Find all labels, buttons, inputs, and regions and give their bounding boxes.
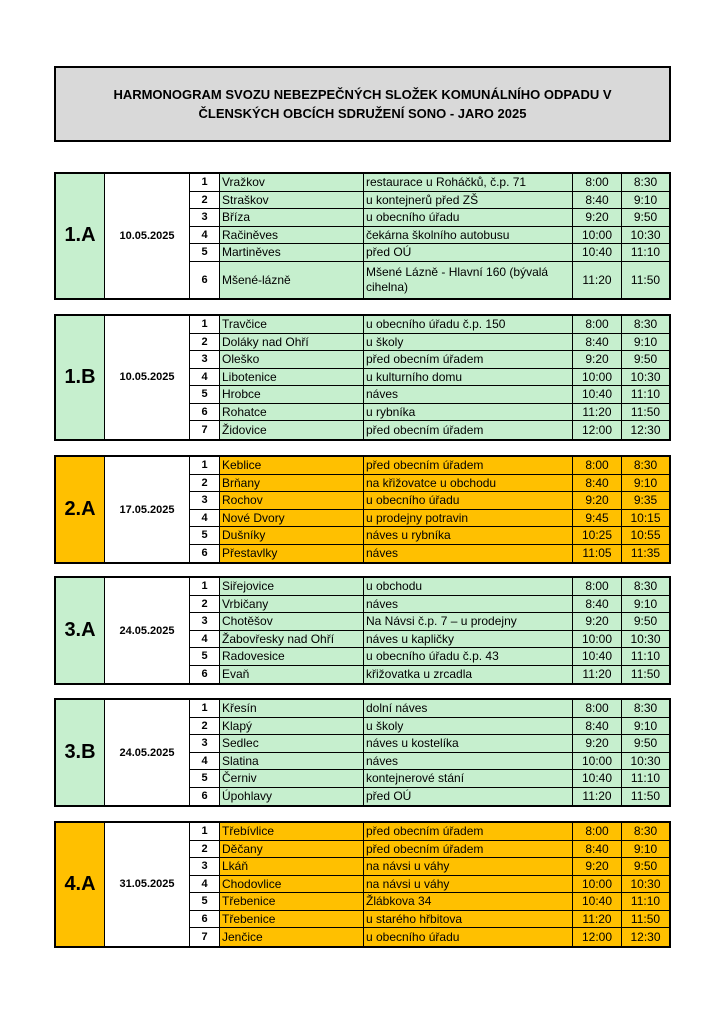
stop-town: Lkáň [220, 858, 364, 875]
stop-town: Děčany [220, 841, 364, 858]
stop-time-from: 11:05 [573, 545, 622, 563]
stop-time-to: 11:35 [622, 545, 669, 563]
stop-row [190, 492, 669, 510]
stop-number: 3 [190, 858, 220, 875]
stop-time-to: 11:10 [622, 386, 669, 403]
stop-row [190, 753, 669, 771]
stop-place: na návsi u váhy [364, 858, 573, 875]
stop-place: u obecního úřadu [364, 492, 573, 509]
stop-number: 2 [190, 718, 220, 735]
stop-number: 5 [190, 648, 220, 665]
route-group [54, 698, 671, 807]
stop-time-to: 10:30 [622, 369, 669, 386]
stop-number: 3 [190, 735, 220, 752]
stop-time-to: 8:30 [622, 316, 669, 333]
stop-number: 2 [190, 841, 220, 858]
stop-time-to: 9:10 [622, 334, 669, 351]
stop-time-from: 11:20 [573, 788, 622, 806]
stop-time-from: 8:40 [573, 192, 622, 209]
stop-list [190, 174, 669, 298]
stop-town: Chodovlice [220, 876, 364, 893]
stop-time-to: 11:10 [622, 770, 669, 787]
stop-place: náves [364, 545, 573, 563]
stop-row [190, 735, 669, 753]
stop-number: 6 [190, 666, 220, 684]
stop-time-from: 10:40 [573, 770, 622, 787]
stop-time-from: 10:40 [573, 893, 622, 910]
stop-town: Brňany [220, 475, 364, 492]
stop-town: Nové Dvory [220, 510, 364, 527]
stop-town: Jenčice [220, 928, 364, 946]
stop-place: Mšené Lázně - Hlavní 160 (bývalá cihelna) [364, 262, 573, 298]
stop-row [190, 631, 669, 649]
stop-time-to: 8:30 [622, 823, 669, 840]
route-date: 24.05.2025 [105, 700, 190, 805]
stop-list [190, 823, 669, 946]
stop-time-from: 11:20 [573, 262, 622, 298]
stop-number: 1 [190, 174, 220, 191]
stop-number: 1 [190, 823, 220, 840]
stop-time-from: 9:45 [573, 510, 622, 527]
stop-place: u rybníka [364, 404, 573, 421]
stop-town: Žabovřesky nad Ohří [220, 631, 364, 648]
stop-row [190, 369, 669, 387]
stop-number: 7 [190, 928, 220, 946]
stop-town: Židovice [220, 421, 364, 439]
stop-place: před obecním úřadem [364, 841, 573, 858]
stop-row [190, 510, 669, 528]
stop-time-to: 11:50 [622, 404, 669, 421]
stop-time-from: 11:20 [573, 404, 622, 421]
route-group [54, 576, 671, 685]
stop-number: 7 [190, 421, 220, 439]
stop-row [190, 700, 669, 718]
stop-time-to: 9:50 [622, 351, 669, 368]
stop-town: Travčice [220, 316, 364, 333]
stop-row [190, 227, 669, 245]
stop-list [190, 316, 669, 439]
stop-time-from: 10:40 [573, 386, 622, 403]
stop-number: 6 [190, 404, 220, 421]
stop-time-to: 11:10 [622, 893, 669, 910]
stop-number: 5 [190, 893, 220, 910]
stop-place: Žlábkova 34 [364, 893, 573, 910]
stop-row [190, 648, 669, 666]
stop-place: u obchodu [364, 578, 573, 595]
route-group [54, 821, 671, 948]
stop-row [190, 911, 669, 929]
stop-time-from: 10:00 [573, 876, 622, 893]
stop-row [190, 858, 669, 876]
stop-time-to: 12:30 [622, 928, 669, 946]
stop-place: před obecním úřadem [364, 457, 573, 474]
stop-place: Na Návsi č.p. 7 – u prodejny [364, 613, 573, 630]
stop-time-from: 9:20 [573, 613, 622, 630]
stop-town: Slatina [220, 753, 364, 770]
stop-time-to: 10:30 [622, 876, 669, 893]
stop-town: Křesín [220, 700, 364, 717]
stop-row [190, 596, 669, 614]
stop-number: 1 [190, 700, 220, 717]
stop-place: náves [364, 753, 573, 770]
stop-town: Rohatce [220, 404, 364, 421]
stop-place: restaurace u Roháčků, č.p. 71 [364, 174, 573, 191]
stop-time-to: 10:55 [622, 527, 669, 544]
stop-number: 5 [190, 386, 220, 403]
stop-number: 5 [190, 244, 220, 261]
stop-time-from: 10:00 [573, 227, 622, 244]
stop-time-from: 8:40 [573, 334, 622, 351]
stop-row [190, 404, 669, 422]
stop-town: Chotěšov [220, 613, 364, 630]
stop-time-to: 10:30 [622, 227, 669, 244]
stop-town: Černiv [220, 770, 364, 787]
stop-time-from: 8:40 [573, 596, 622, 613]
stop-time-to: 11:50 [622, 911, 669, 928]
document-title [54, 66, 671, 142]
stop-town: Mšené-lázně [220, 262, 364, 298]
stop-place: u kontejnerů před ZŠ [364, 192, 573, 209]
route-date: 31.05.2025 [105, 823, 190, 946]
stop-time-from: 8:00 [573, 700, 622, 717]
stop-place: před OÚ [364, 244, 573, 261]
stop-time-from: 12:00 [573, 928, 622, 946]
stop-time-to: 9:50 [622, 735, 669, 752]
stop-time-to: 11:10 [622, 648, 669, 665]
route-code: 3.A [56, 578, 105, 683]
stop-number: 1 [190, 316, 220, 333]
stop-time-to: 11:50 [622, 788, 669, 806]
stop-time-to: 8:30 [622, 700, 669, 717]
stop-row [190, 770, 669, 788]
stop-time-from: 8:00 [573, 823, 622, 840]
stop-town: Bříza [220, 209, 364, 226]
stop-row [190, 718, 669, 736]
stop-place: před OÚ [364, 788, 573, 806]
stop-place: náves u rybníka [364, 527, 573, 544]
stop-number: 2 [190, 596, 220, 613]
stop-town: Klapý [220, 718, 364, 735]
stop-time-from: 8:00 [573, 174, 622, 191]
stop-time-to: 8:30 [622, 457, 669, 474]
stop-time-to: 8:30 [622, 578, 669, 595]
stop-place: kontejnerové stání [364, 770, 573, 787]
stop-time-from: 10:25 [573, 527, 622, 544]
stop-time-from: 10:40 [573, 244, 622, 261]
stop-town: Keblice [220, 457, 364, 474]
stop-row [190, 841, 669, 859]
stop-number: 4 [190, 369, 220, 386]
stop-place: před obecním úřadem [364, 823, 573, 840]
route-code: 1.A [56, 174, 105, 298]
stop-place: u obecního úřadu č.p. 43 [364, 648, 573, 665]
stop-place: čekárna školního autobusu [364, 227, 573, 244]
stop-time-to: 9:50 [622, 858, 669, 875]
stop-place: náves u kapličky [364, 631, 573, 648]
stop-place: náves [364, 386, 573, 403]
stop-place: u prodejny potravin [364, 510, 573, 527]
stop-time-from: 10:00 [573, 753, 622, 770]
stop-time-from: 8:40 [573, 718, 622, 735]
stop-row [190, 174, 669, 192]
stop-town: Dušníky [220, 527, 364, 544]
stop-time-from: 8:00 [573, 457, 622, 474]
route-code: 4.A [56, 823, 105, 946]
stop-time-from: 8:40 [573, 841, 622, 858]
stop-row [190, 788, 669, 806]
stop-number: 6 [190, 911, 220, 928]
stop-time-from: 8:00 [573, 316, 622, 333]
stop-number: 4 [190, 631, 220, 648]
stop-time-to: 9:10 [622, 596, 669, 613]
stop-number: 6 [190, 262, 220, 298]
stop-number: 3 [190, 613, 220, 630]
route-code: 3.B [56, 700, 105, 805]
stop-row [190, 666, 669, 684]
stop-town: Doláky nad Ohří [220, 334, 364, 351]
stop-time-from: 10:40 [573, 648, 622, 665]
stop-number: 4 [190, 510, 220, 527]
stop-place: u obecního úřadu [364, 209, 573, 226]
stop-place: u školy [364, 718, 573, 735]
stop-place: dolní náves [364, 700, 573, 717]
stop-time-to: 9:50 [622, 613, 669, 630]
stop-row [190, 192, 669, 210]
stop-town: Úpohlavy [220, 788, 364, 806]
stop-time-from: 11:20 [573, 666, 622, 684]
stop-number: 4 [190, 227, 220, 244]
stop-time-from: 8:40 [573, 475, 622, 492]
stop-row [190, 578, 669, 596]
stop-town: Radovesice [220, 648, 364, 665]
stop-place: před obecním úřadem [364, 351, 573, 368]
route-date: 24.05.2025 [105, 578, 190, 683]
stop-town: Vrbičany [220, 596, 364, 613]
stop-time-from: 10:00 [573, 369, 622, 386]
stop-town: Račiněves [220, 227, 364, 244]
stop-time-from: 8:00 [573, 578, 622, 595]
stop-time-to: 10:30 [622, 753, 669, 770]
stop-list [190, 700, 669, 805]
stop-time-to: 12:30 [622, 421, 669, 439]
stop-row [190, 876, 669, 894]
stop-town: Třebenice [220, 893, 364, 910]
stop-row [190, 262, 669, 298]
stop-time-from: 9:20 [573, 858, 622, 875]
route-group [54, 314, 671, 441]
stop-number: 2 [190, 334, 220, 351]
stop-town: Martiněves [220, 244, 364, 261]
stop-row [190, 545, 669, 563]
stop-place: u školy [364, 334, 573, 351]
stop-time-from: 9:20 [573, 351, 622, 368]
stop-place: před obecním úřadem [364, 421, 573, 439]
stop-time-to: 9:10 [622, 841, 669, 858]
stop-place: u obecního úřadu [364, 928, 573, 946]
stop-row [190, 386, 669, 404]
stop-place: u obecního úřadu č.p. 150 [364, 316, 573, 333]
title-line-2: ČLENSKÝCH OBCÍCH SDRUŽENÍ SONO - JARO 2025 [198, 106, 527, 121]
stop-town: Sedlec [220, 735, 364, 752]
stop-town: Třebenice [220, 911, 364, 928]
stop-time-from: 11:20 [573, 911, 622, 928]
stop-number: 6 [190, 788, 220, 806]
route-date: 10.05.2025 [105, 316, 190, 439]
stop-town: Evaň [220, 666, 364, 684]
stop-time-to: 11:50 [622, 262, 669, 298]
stop-number: 1 [190, 578, 220, 595]
stop-time-to: 11:50 [622, 666, 669, 684]
stop-town: Vražkov [220, 174, 364, 191]
stop-row [190, 893, 669, 911]
stop-row [190, 421, 669, 439]
stop-row [190, 527, 669, 545]
stop-place: na křižovatce u obchodu [364, 475, 573, 492]
stop-place: náves u kostelíka [364, 735, 573, 752]
stop-time-to: 10:30 [622, 631, 669, 648]
stop-time-from: 9:20 [573, 735, 622, 752]
stop-town: Hrobce [220, 386, 364, 403]
route-date: 10.05.2025 [105, 174, 190, 298]
stop-number: 2 [190, 475, 220, 492]
stop-number: 3 [190, 492, 220, 509]
stop-place: křižovatka u zrcadla [364, 666, 573, 684]
stop-time-from: 10:00 [573, 631, 622, 648]
stop-place: na návsi u váhy [364, 876, 573, 893]
stop-town: Siřejovice [220, 578, 364, 595]
stop-row [190, 334, 669, 352]
stop-time-from: 9:20 [573, 209, 622, 226]
stop-place: náves [364, 596, 573, 613]
stop-town: Třebívlice [220, 823, 364, 840]
stop-row [190, 928, 669, 946]
stop-time-to: 11:10 [622, 244, 669, 261]
stop-time-to: 9:50 [622, 209, 669, 226]
route-code: 2.A [56, 457, 105, 562]
title-line-1: HARMONOGRAM SVOZU NEBEZPEČNÝCH SLOŽEK KOMUNÁLNÍHO ODPADU V [113, 87, 612, 102]
route-group [54, 172, 671, 300]
route-date: 17.05.2025 [105, 457, 190, 562]
stop-time-from: 9:20 [573, 492, 622, 509]
stop-row [190, 244, 669, 262]
stop-time-to: 9:10 [622, 192, 669, 209]
stop-number: 5 [190, 770, 220, 787]
stop-time-to: 9:10 [622, 718, 669, 735]
stop-row [190, 209, 669, 227]
stop-time-to: 9:10 [622, 475, 669, 492]
stop-place: u starého hřbitova [364, 911, 573, 928]
route-group [54, 455, 671, 564]
stop-number: 4 [190, 753, 220, 770]
stop-town: Straškov [220, 192, 364, 209]
stop-town: Rochov [220, 492, 364, 509]
stop-time-to: 10:15 [622, 510, 669, 527]
stop-number: 4 [190, 876, 220, 893]
stop-row [190, 475, 669, 493]
stop-row [190, 457, 669, 475]
stop-time-to: 9:35 [622, 492, 669, 509]
stop-number: 5 [190, 527, 220, 544]
stop-town: Přestavlky [220, 545, 364, 563]
route-code: 1.B [56, 316, 105, 439]
stop-row [190, 823, 669, 841]
stop-list [190, 578, 669, 683]
stop-time-from: 12:00 [573, 421, 622, 439]
stop-list [190, 457, 669, 562]
stop-place: u kulturního domu [364, 369, 573, 386]
stop-row [190, 351, 669, 369]
stop-number: 3 [190, 209, 220, 226]
stop-row [190, 316, 669, 334]
stop-number: 1 [190, 457, 220, 474]
stop-time-to: 8:30 [622, 174, 669, 191]
stop-number: 3 [190, 351, 220, 368]
stop-number: 6 [190, 545, 220, 563]
stop-town: Libotenice [220, 369, 364, 386]
stop-number: 2 [190, 192, 220, 209]
stop-town: Oleško [220, 351, 364, 368]
stop-row [190, 613, 669, 631]
